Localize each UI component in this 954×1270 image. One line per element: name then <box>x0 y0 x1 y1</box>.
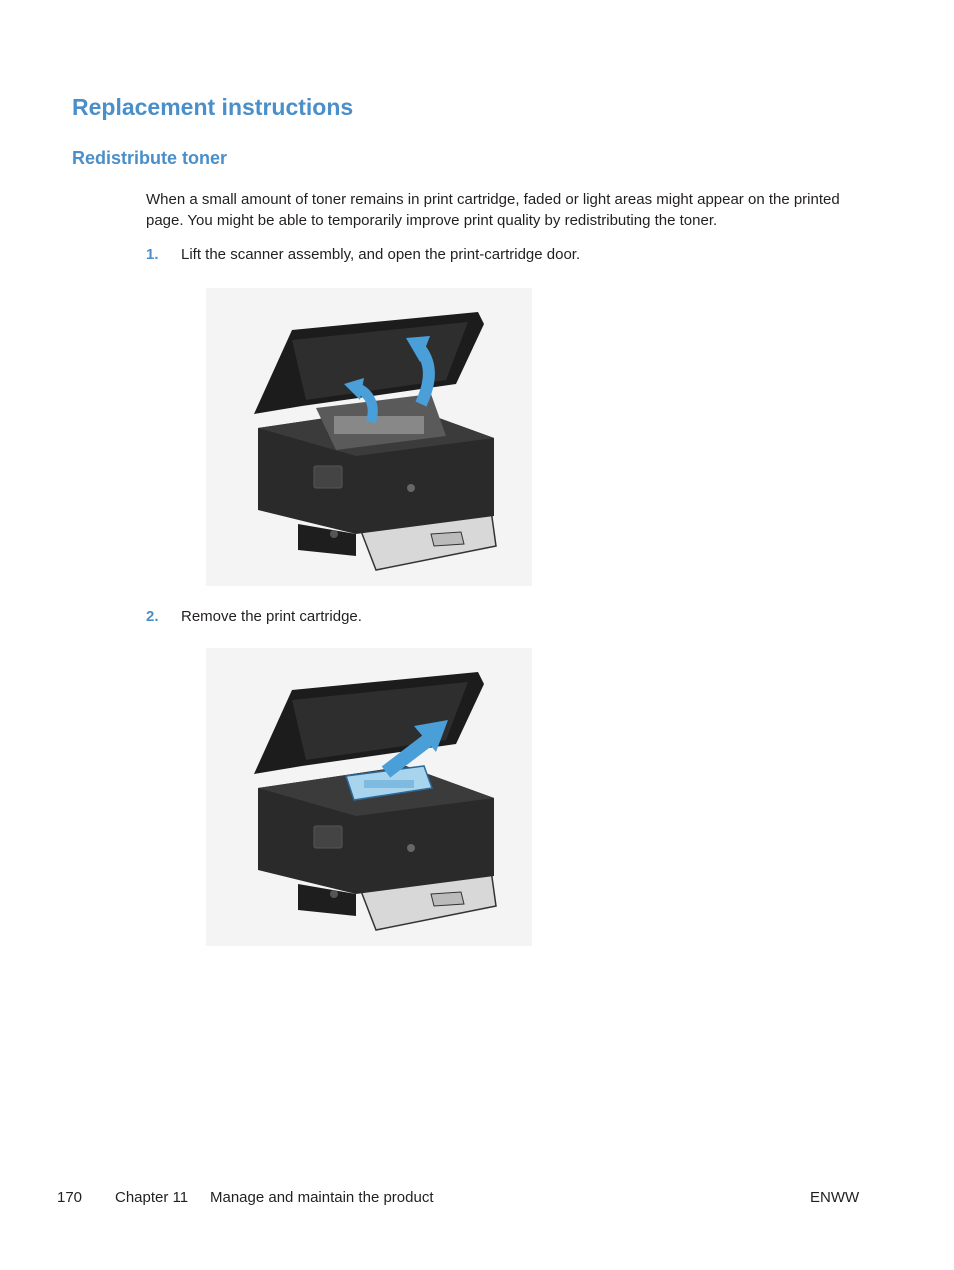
subsection-heading: Redistribute toner <box>72 148 228 168</box>
step-number: 2. <box>146 608 159 625</box>
intro-paragraph: When a small amount of toner remains in print cartridge, faded or light areas might appear on the printed page. You might be able to temporarily improve print quality by redistributing the toner. <box>146 191 840 229</box>
remove-cartridge-illustration <box>206 648 532 946</box>
step-number: 1. <box>146 246 159 263</box>
footer-chapter: Chapter 11 <box>115 1189 189 1206</box>
footer-code: ENWW <box>810 1189 860 1206</box>
section-heading: Replacement instructions <box>72 94 354 120</box>
printer-open-door-illustration <box>206 288 532 586</box>
step-text: Remove the print cartridge. <box>181 608 362 625</box>
footer-chapter-title: Manage and maintain the product <box>210 1189 434 1206</box>
footer-page-number: 170 <box>57 1189 83 1206</box>
step-text: Lift the scanner assembly, and open the print-cartridge door. <box>181 246 581 263</box>
